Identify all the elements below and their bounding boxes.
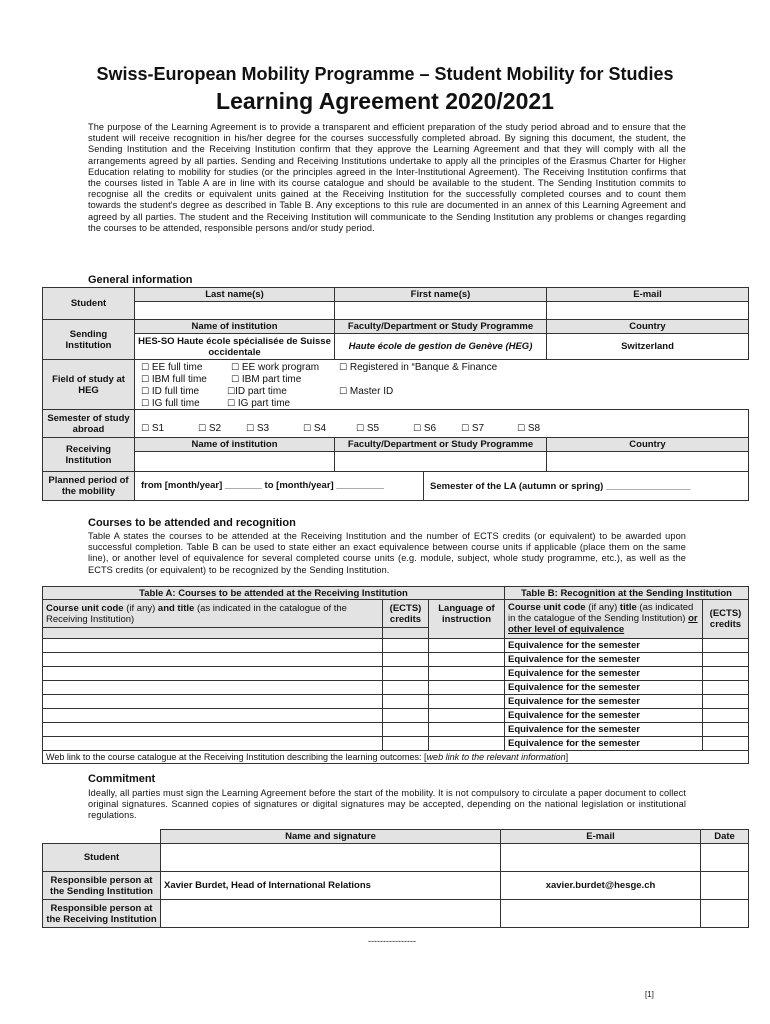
checkbox-icon: ☐ [339,386,348,397]
receiving-country-field[interactable] [547,452,749,472]
name-of-institution-header: Name of institution [135,320,335,334]
checkbox-icon: ☐ [303,424,312,434]
receiving-faculty-header: Faculty/Department or Study Programme [335,438,547,452]
sending-country: Switzerland [547,334,749,360]
first-name-header: First name(s) [335,288,547,302]
equivalence-cell: Equivalence for the semester [505,723,703,737]
semester-s2[interactable]: ☐ S2 [198,423,222,434]
first-name-field[interactable] [335,302,547,320]
equivalence-cell: Equivalence for the semester [505,695,703,709]
option-ibm-part-time[interactable]: ☐ IBM part time [231,373,302,385]
semester-s6[interactable]: ☐ S6 [413,423,437,434]
field-of-study-label: Field of study at HEG [43,360,135,410]
name-signature-header: Name and signature [161,830,501,844]
country-header: Country [547,320,749,334]
receiving-faculty-field[interactable] [335,452,547,472]
faculty-header: Faculty/Department or Study Programme [335,320,547,334]
course-row [43,667,749,681]
commitment-corner [43,830,161,844]
student-label: Student [43,288,135,320]
period-dates-field[interactable]: from [month/year] _______ to [month/year] _________ [135,472,424,500]
checkbox-icon: ☐ [339,362,348,373]
receiving-institution-name-field[interactable] [135,452,335,472]
student-signature-field[interactable] [161,844,501,872]
checkbox-icon: ☐ [231,362,240,373]
checkbox-icon: ☐ [141,386,150,397]
equivalence-cell: Equivalence for the semester [505,737,703,751]
commitment-email-header: E-mail [501,830,701,844]
sending-responsible-name: Xavier Burdet, Head of International Relations [161,872,501,900]
course-row [43,681,749,695]
document-title: Swiss-European Mobility Programme – Student Mobility for Studies [96,64,674,84]
semester-la-field[interactable]: Semester of the LA (autumn or spring) ________________ [430,480,691,492]
web-link-row: Web link to the course catalogue at the Receiving Institution describing the learning outcomes: [web link to the relevant information] [43,751,749,764]
checkbox-icon: ☐ [356,424,365,434]
receiving-country-header: Country [547,438,749,452]
semester-s3[interactable]: ☐ S3 [246,423,270,434]
language-column-header: Language of instruction [429,600,505,639]
student-email-field[interactable] [547,302,749,320]
intro-paragraph: The purpose of the Learning Agreement is to provide a transparent and efficient preparation of the study period abroad and to ensure that the student will receive recognition in his/her degree for the courses successfully completed abroad. By signing this document, the student, the Sending Institution and the Receiving Institution confirm that they approve the Learning Agreement and that they will comply with all the arrangements agreed by all parties. Sending and Receiving Institutions undertake to apply all the principles of the Erasmus Charter for Higher Education relating to mobility for studies (or the principles agreed in the Inter-Institutional Agreement). The Receiving Institution confirms that the courses listed in Table A are in line with its course catalogue and should be available to the student. The Sending Institution commits to recognise all the credits or equivalent units gained at the Receiving Institution for the successfully completed courses and to count them towards the student's degree as described in Table B. Any exceptions to this rule are documented in an annex of this Learning Agreement and agreed by all parties. The student and the Receiving Institution will communicate to the Sending Institution any problems or changes regarding the courses to be attended, responsible persons and/or study period. [88,122,686,233]
semester-s4[interactable]: ☐ S4 [303,423,327,434]
receiving-responsible-email-field[interactable] [501,900,701,928]
ects-column-header: (ECTS) credits [383,600,429,628]
checkbox-icon: ☐ [141,362,150,373]
course-header-spacer [43,628,383,639]
sending-institution-name: HES-SO Haute école spécialisée de Suisse occidentale [135,334,335,360]
option-registered-banque-finance[interactable]: ☐ Registered in “Banque & Finance [339,361,498,373]
receiving-name-header: Name of institution [135,438,335,452]
courses-table [42,586,749,764]
semester-s5[interactable]: ☐ S5 [356,423,380,434]
last-name-header: Last name(s) [135,288,335,302]
planned-period-label: Planned period of the mobility [43,472,135,501]
sending-responsible-email: xavier.burdet@hesge.ch [501,872,701,900]
checkbox-icon: ☐ [246,424,255,434]
option-id-full-time[interactable]: ☐ ID full time [141,385,200,397]
receiving-responsible-name-field[interactable] [161,900,501,928]
courses-heading: Courses to be attended and recognition [88,517,296,529]
ects-header-spacer [383,628,429,639]
separator-dashes: ---------------- [368,936,416,946]
semester-options [135,410,749,438]
equivalence-cell: Equivalence for the semester [505,639,703,653]
sending-date-field[interactable] [701,872,749,900]
option-ee-full-time[interactable]: ☐ EE full time [141,361,203,373]
checkbox-icon: ☐ [413,424,422,434]
checkbox-icon: ☐ [517,424,526,434]
student-signature-email-field[interactable] [501,844,701,872]
email-header: E-mail [547,288,749,302]
table-a-header: Table A: Courses to be attended at the Receiving Institution [43,587,505,600]
semester-of-study-label: Semester of study abroad [43,410,135,438]
receiving-date-field[interactable] [701,900,749,928]
checkbox-icon: ☐ [227,386,236,397]
option-master-id[interactable]: ☐ Master ID [339,385,394,397]
student-date-field[interactable] [701,844,749,872]
semester-s1[interactable]: ☐ S1 [141,423,165,434]
receiving-institution-label: Receiving Institution [43,438,135,472]
receiving-responsible-label: Responsible person at the Receiving Institution [43,900,161,928]
checkbox-icon: ☐ [461,424,470,434]
general-information-table [42,287,749,501]
sending-responsible-label: Responsible person at the Sending Institution [43,872,161,900]
field-of-study-options [135,360,749,410]
commitment-paragraph: Ideally, all parties must sign the Learning Agreement before the start of the mobility. It is not compulsory to circulate a paper document to collect original signatures. Scanned copies of signatures or digital signatures may be accepted, depending on the national legislation or institutional regulations. [88,788,686,821]
courses-paragraph: Table A states the courses to be attended at the Receiving Institution and the number of ECTS credits (or equivalent) to be awarded upon successful completion. Table B can be used to state either an exact equivalence between course units if applicable (place them on the same line), or another level of equivalence for several completed course units (e.g. module, subject, whole study programme, etc.), as well as the ECTS credits (or equivalent) to be recognized by the Sending Institution. [88,531,686,575]
course-row [43,723,749,737]
equivalence-cell: Equivalence for the semester [505,709,703,723]
web-link[interactable]: web link to the relevant information [426,752,566,762]
sending-institution-label: Sending Institution [43,320,135,360]
commitment-table [42,829,749,928]
course-unit-column-header: Course unit code (if any) and title (as indicated in the catalogue of the Receiving Institution) [43,600,383,628]
student-signature-label: Student [43,844,161,872]
option-ibm-full-time[interactable]: ☐ IBM full time [141,373,207,385]
equivalence-cell: Equivalence for the semester [505,681,703,695]
option-ig-part-time[interactable]: ☐ IG part time [227,397,291,409]
last-name-field[interactable] [135,302,335,320]
course-row [43,709,749,723]
date-header: Date [701,830,749,844]
semester-s8[interactable]: ☐ S8 [517,423,541,434]
general-information-heading: General information [88,274,193,286]
document-subtitle: Learning Agreement 2020/2021 [216,88,554,114]
page-number: [1] [645,990,654,999]
equivalence-cell: Equivalence for the semester [505,653,703,667]
option-ig-full-time[interactable]: ☐ IG full time [141,397,200,409]
table-b-header: Table B: Recognition at the Sending Institution [505,587,749,600]
option-id-part-time[interactable]: ☐ID part time [227,385,287,397]
checkbox-icon: ☐ [198,424,207,434]
checkbox-icon: ☐ [141,398,150,409]
semester-s7[interactable]: ☐ S7 [461,423,485,434]
option-ee-work-program[interactable]: ☐ EE work program [231,361,320,373]
course-row [43,639,749,653]
checkbox-icon: ☐ [141,374,150,385]
course-unit-b-column-header: Course unit code (if any) title (as indicated in the catalogue of the Sending Institution) or other level of equivalence [505,600,703,639]
planned-period-row [135,472,749,501]
course-row [43,653,749,667]
sending-faculty: Haute école de gestion de Genève (HEG) [335,334,547,360]
ects-b-column-header: (ECTS) credits [703,600,749,639]
checkbox-icon: ☐ [141,424,150,434]
course-row [43,737,749,751]
checkbox-icon: ☐ [227,398,236,409]
checkbox-icon: ☐ [231,374,240,385]
equivalence-cell: Equivalence for the semester [505,667,703,681]
commitment-heading: Commitment [88,773,156,785]
course-row [43,695,749,709]
